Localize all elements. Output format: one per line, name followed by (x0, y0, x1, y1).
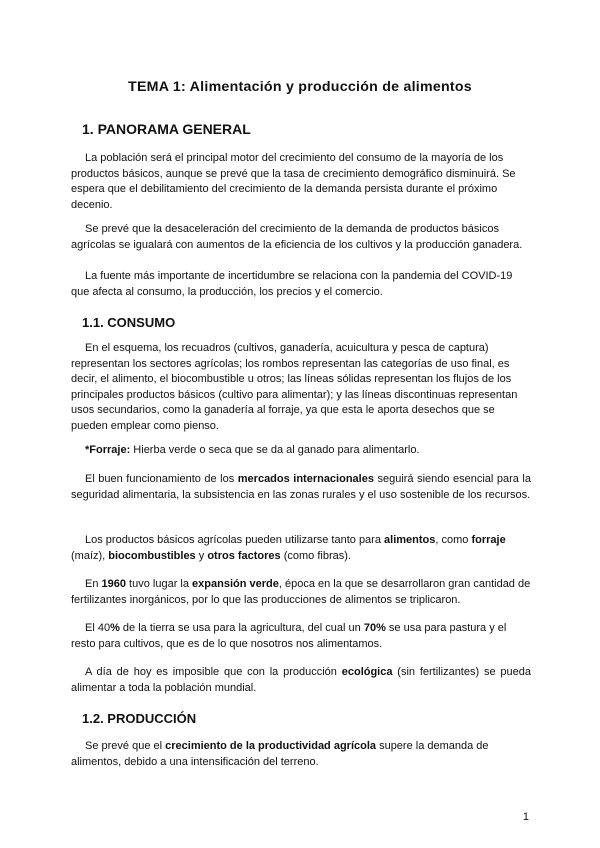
forraje-definition-text: Hierba verde o seca que se da al ganado para alimentarlo. (130, 444, 420, 456)
paragraph-mercados (71, 472, 531, 503)
text-run: (sin fertilizantes) se pueda alimentar a toda la población mundial. (71, 666, 531, 694)
bold-run: % (110, 622, 120, 634)
text-run: seguirá siendo esencial para la seguridad alimentaria, la subsistencia en las zonas rurales y el uso sostenible de los recursos. (71, 473, 531, 501)
page-number: 1 (522, 811, 529, 823)
bold-run: 70% (363, 622, 386, 634)
document-title: TEMA 1: Alimentación y producción de alimentos (128, 79, 472, 95)
paragraph-forraje-definition (71, 443, 531, 459)
bold-run: crecimiento de la productividad agrícola (165, 740, 377, 752)
paragraph-incertidumbre: La fuente más importante de incertidumbre se relaciona con la pandemia del COVID-19 que afecta al consumo, la producción, los precios y el comercio. (71, 270, 513, 298)
text-run: supere la demanda de alimentos, debido a una intensificación del terreno. (71, 740, 489, 768)
paragraph-productos-basicos (71, 533, 531, 564)
bold-run: mercados internacionales (237, 473, 374, 485)
text-run: El buen funcionamiento de los (85, 473, 238, 485)
bold-run: 1960 (101, 578, 126, 590)
forraje-term: *Forraje: (85, 444, 131, 456)
text-run: (como fibras). (280, 549, 351, 562)
text-run: Se prevé que el (85, 740, 166, 752)
bold-run: ecológica (341, 666, 393, 678)
bold-run: otros factores (207, 549, 281, 562)
section-heading-panorama-general: 1. PANORAMA GENERAL (82, 121, 251, 137)
text-run: tuvo lugar la (126, 578, 193, 590)
bold-run: forraje (471, 534, 506, 546)
text-run: y (195, 549, 208, 562)
text-run: En (85, 578, 102, 590)
paragraph-poblacion: La población será el principal motor del crecimiento del consumo de la mayoría de los productos básicos, aunque se prevé que la tasa de crecimiento demográfico disminuirá. Se espera que el debilitamiento del crecimiento de la demanda persista durante el próximo decenio. (71, 152, 516, 211)
paragraph-esquema: En el esquema, los recuadros (cultivos, ganadería, acuicultura y pesca de captura) representan los sectores agrícolas; los rombos representan las categorías de uso final, es decir, el alimento, el biocombustible u otros; las líneas sólidas representan los flujos de los principales productos básicos (cultivo para alimentar); y las líneas discontinuas representan usos secundarios, como la ganadería al forraje, ya que esta le aporta desechos que se pueden emplear como pienso. (71, 342, 518, 432)
paragraph-ecologica (71, 665, 531, 696)
text-run: , época en la que se desarrollaron gran cantidad de fertilizantes inorgánicos, por lo que las producciones de alimentos se triplicaron. (71, 578, 531, 606)
bold-run: alimentos (384, 534, 436, 546)
text-run: A día de hoy es imposible que con la producción (85, 666, 342, 678)
paragraph-expansion-verde (71, 577, 531, 608)
paragraph-uso-tierra (71, 621, 531, 652)
text-run: de la tierra se usa para la agricultura, del cual un (119, 622, 364, 634)
bold-run: biocombustibles (108, 549, 196, 562)
text-run: (maíz), (71, 549, 109, 562)
bold-run: expansión verde (192, 578, 279, 590)
section-heading-consumo: 1.1. CONSUMO (82, 315, 176, 330)
paragraph-desaceleracion: Se prevé que la desaceleración del crecimiento de la demanda de productos básicos agrícolas se igualará con aumentos de la eficiencia de los cultivos y la producción ganadera. (71, 223, 523, 251)
text-run: , como (435, 534, 472, 546)
text-run: Los productos básicos agrícolas pueden utilizarse tanto para (85, 534, 385, 546)
text-run: El 40 (85, 622, 111, 634)
section-heading-produccion: 1.2. PRODUCCIÓN (82, 711, 197, 726)
paragraph-productividad (71, 739, 531, 770)
text-run: se usa para pastura y el resto para cultivos, que es de lo que nosotros nos alimentamos. (71, 622, 507, 650)
